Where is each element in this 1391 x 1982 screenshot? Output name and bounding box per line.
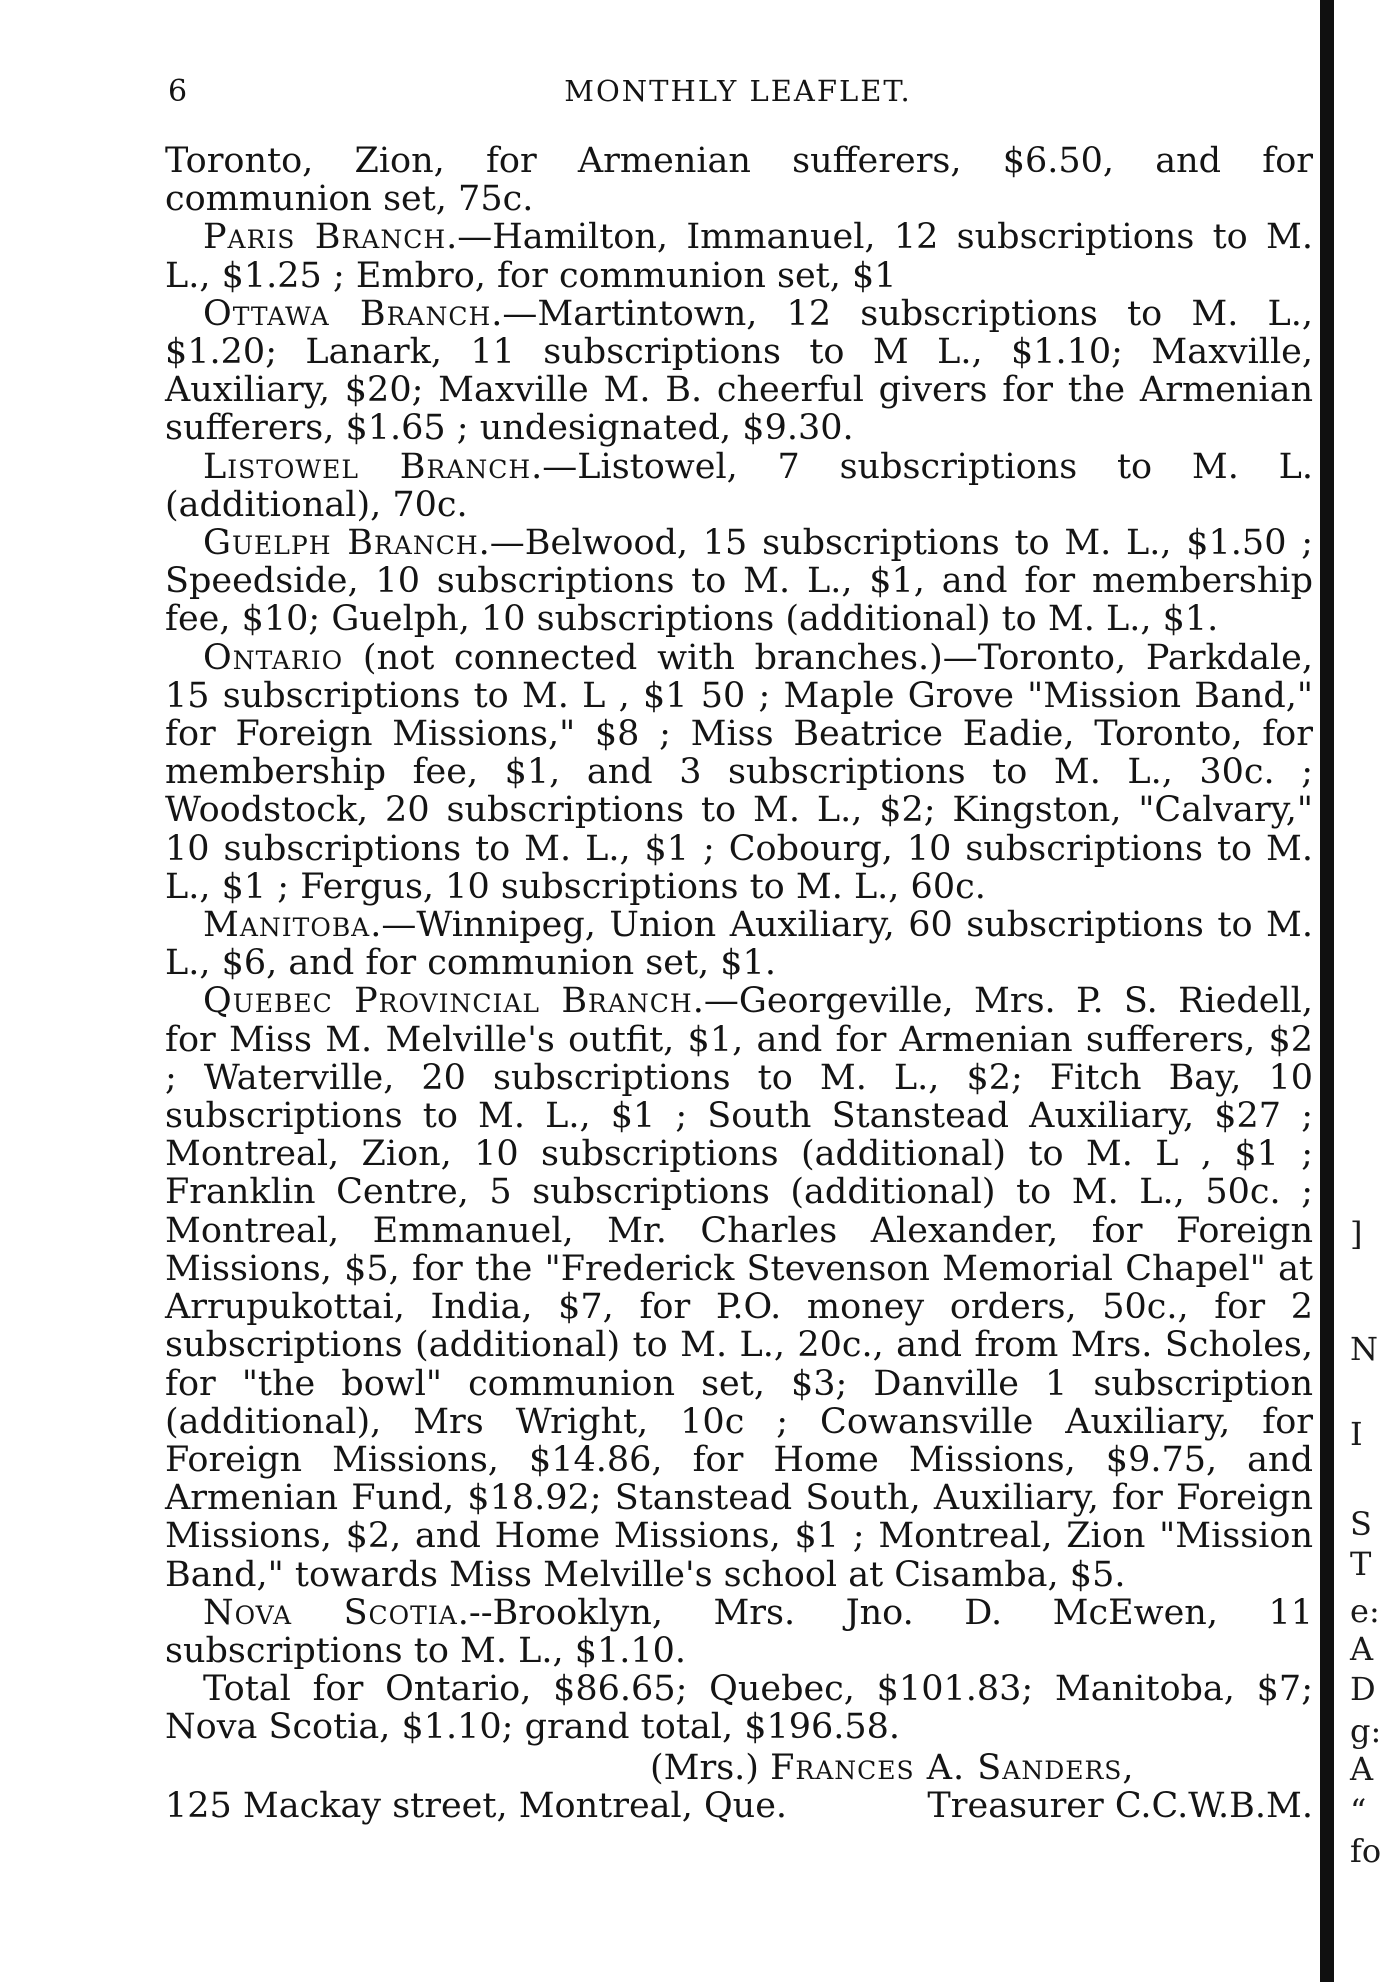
section-heading: Ontario xyxy=(203,637,344,678)
section-heading: Paris Branch xyxy=(203,217,447,258)
paragraph-quebec-provincial-branch: Quebec Provincial Branch.—Georgeville, Mrs. P. S. Riedell, for Miss M. Melville's outfit, $1, and for Armenian sufferers, $2 ; Waterville, 20 subscriptions to M. L., $2; Fitch Bay, 10 subscriptions to M. L., $1 ; South Stanstead Auxiliary, $27 ; Montreal, Zion, 10 subscriptions (additional) to M. L , $1 ; Franklin Centre, 5 subscriptions (additional) to M. L., 50c. ; Montreal, Emmanuel, Mr. Charles Alexander, for Foreign Missions, $5, for the "Frederick Stevenson Memorial Chapel" at Arrupukottai, India, $7, for P.O. money orders, 50c., for 2 subscriptions (additional) to M. L., 20c., and from Mrs. Scholes, for "the bowl" communion set, $3; Danville 1 subscription (additional), Mrs Wright, 10c ; Cowansville Auxiliary, for Foreign Missions, $14.86, for Home Missions, $9.75, and Armenian Fund, $18.92; Stanstead South, Auxiliary, for Foreign Missions, $2, and Home Missions, $1 ; Montreal, Zion "Mission Band," towards Miss Melville's school at Cisamba, $5. xyxy=(165,981,1314,1595)
edge-fragment: T xyxy=(1350,1545,1372,1583)
signature-title: Treasurer C.C.W.B.M. xyxy=(927,1785,1313,1826)
paragraph-ottawa-branch: Ottawa Branch.—Martintown, 12 subscriptions to M. L., $1.20; Lanark, 11 subscriptions to M L., $1.10; Maxville, Auxiliary, $20; Maxville M. B. cheerful givers for the Armenian sufferers, $1.65 ; undesignated, $9.30. xyxy=(165,293,1314,449)
section-heading: Ottawa Branch xyxy=(203,293,492,334)
section-heading: Nova Scotia xyxy=(203,1592,458,1633)
paragraph-paris-branch: Paris Branch.—Hamilton, Immanuel, 12 subscriptions to M. L., $1.25 ; Embro, for communion set, $1 xyxy=(165,217,1313,296)
edge-fragment: g: xyxy=(1350,1712,1382,1750)
edge-fragment: I xyxy=(1350,1415,1363,1453)
page-number: 6 xyxy=(168,74,188,109)
facing-page-fragments xyxy=(1350,0,1391,1982)
section-heading: Guelph Branch xyxy=(203,523,479,564)
paragraph-guelph-branch: Guelph Branch.—Belwood, 15 subscriptions to M. L., $1.50 ; Speedside, 10 subscriptions to M. L., $1, and for membership fee, $10; Guelph, 10 subscriptions (additional) to M. L., $1. xyxy=(165,523,1313,640)
paragraph-listowel-branch: Listowel Branch.—Listowel, 7 subscriptions to M. L. (additional), 70c. xyxy=(165,446,1313,525)
edge-fragment: D xyxy=(1350,1670,1376,1708)
signature-prefix: (Mrs.) xyxy=(650,1747,771,1788)
paragraph-ontario: Ontario (not connected with branches.)—Toronto, Parkdale, 15 subscriptions to M. L , $1 50 ; Maple Grove "Mission Band," for Foreign Missions," $8 ; Miss Beatrice Eadie, Toronto, for membership fee, $1, and 3 subscriptions to M. L., 30c. ; Woodstock, 20 subscriptions to M. L., $2; Kingston, "Calvary," 10 subscriptions to M. L., $1 ; Cobourg, 10 subscriptions to M. L., $1 ; Fergus, 10 subscriptions to M. L., 60c. xyxy=(165,637,1313,907)
binding-edge xyxy=(1320,0,1334,1982)
paragraph-toronto-zion: Toronto, Zion, for Armenian sufferers, $6.50, and for communion set, 75c. xyxy=(165,141,1313,220)
section-heading: Listowel Branch xyxy=(203,446,532,487)
edge-fragment: “ xyxy=(1350,1792,1367,1830)
edge-fragment: fo xyxy=(1350,1832,1382,1870)
edge-fragment: N xyxy=(1350,1330,1378,1368)
section-heading: Quebec Provincial Branch xyxy=(203,981,693,1022)
edge-fragment: e: xyxy=(1350,1592,1380,1630)
signature-address: 125 Mackay street, Montreal, Que. xyxy=(165,1785,788,1826)
edge-fragment: A xyxy=(1350,1750,1374,1788)
signature-name: Frances A. Sanders, xyxy=(770,1747,1135,1788)
paragraph-nova-scotia: Nova Scotia.--Brooklyn, Mrs. Jno. D. McEwen, 11 subscriptions to M. L., $1.10. xyxy=(165,1592,1313,1671)
edge-fragment: S xyxy=(1350,1505,1372,1543)
address-line xyxy=(165,1787,1313,1825)
paragraph-manitoba: Manitoba.—Winnipeg, Union Auxiliary, 60 subscriptions to M. L., $6, and for communion set, $1. xyxy=(165,905,1313,984)
edge-fragment: ] xyxy=(1350,1215,1363,1253)
body-text xyxy=(165,142,1313,1825)
signature-line xyxy=(165,1749,1313,1787)
page-header xyxy=(168,74,1308,114)
section-heading: Manitoba xyxy=(203,905,371,946)
paragraph-totals: Total for Ontario, $86.65; Quebec, $101.83; Manitoba, $7; Nova Scotia, $1.10; grand total, $196.58. xyxy=(165,1669,1313,1748)
running-title: MONTHLY LEAFLET. xyxy=(564,74,912,108)
edge-fragment: A xyxy=(1350,1630,1374,1668)
